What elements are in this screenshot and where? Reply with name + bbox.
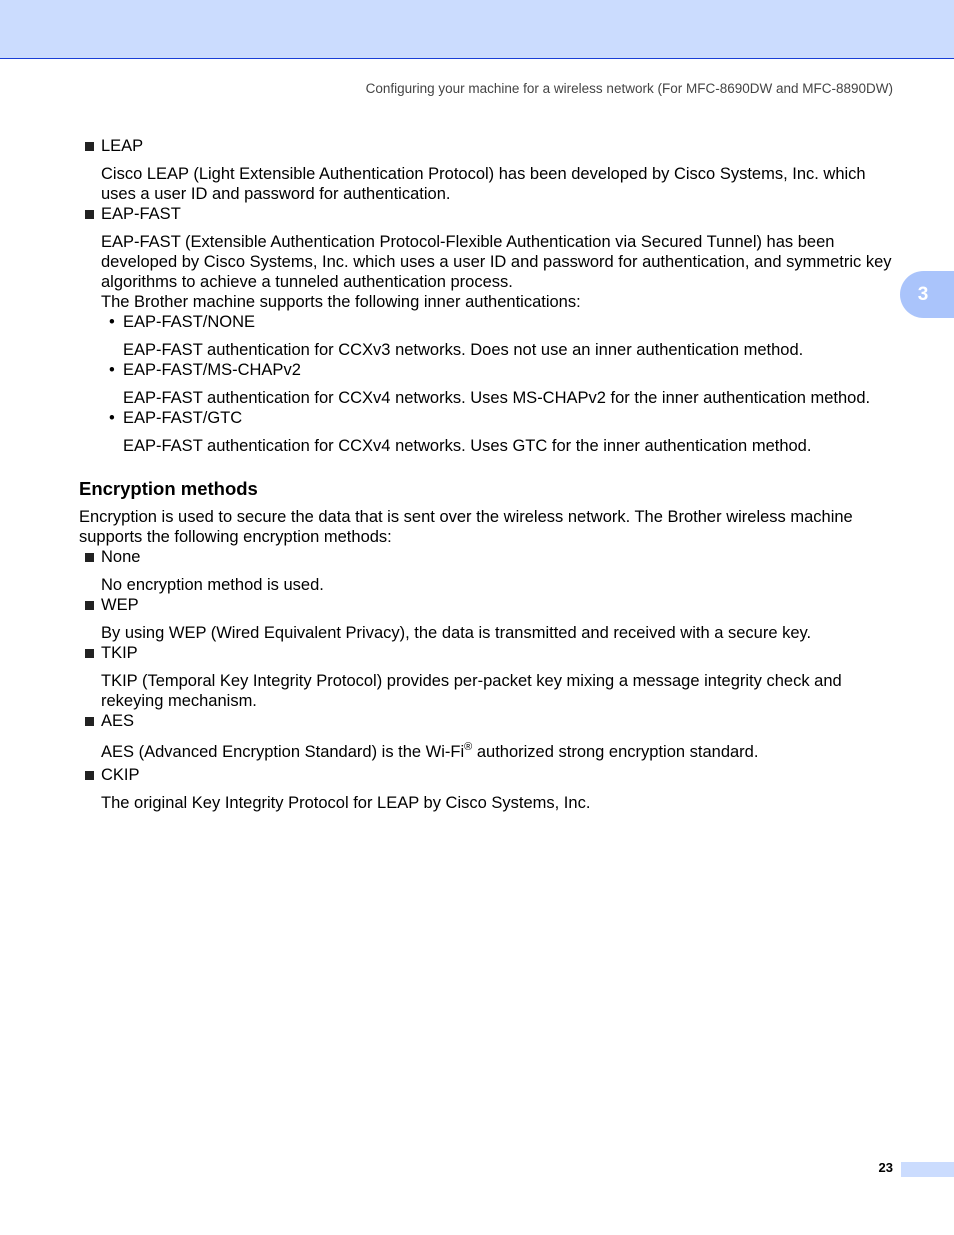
square-bullet-icon <box>85 771 94 780</box>
sub-item-description: EAP-FAST authentication for CCXv4 networks. Uses GTC for the inner authentication method. <box>123 437 812 455</box>
item-title: None <box>101 548 141 566</box>
page-content <box>79 136 899 813</box>
bullet-dot-icon: • <box>109 313 115 331</box>
list-item-aes <box>79 711 899 731</box>
bullet-dot-icon: • <box>109 361 115 379</box>
item-description <box>79 739 899 765</box>
item-description: No encryption method is used. <box>101 576 324 594</box>
page-number-bar <box>901 1162 954 1177</box>
sub-item-eap-fast-gtc <box>79 408 899 428</box>
item-description: TKIP (Temporal Key Integrity Protocol) provides per-packet key mixing a message integrity check and rekeying mechanism. <box>101 672 842 710</box>
sub-item-title: EAP-FAST/MS-CHAPv2 <box>123 361 301 379</box>
sub-item-eap-fast-ms-chapv2 <box>79 360 899 380</box>
list-item-wep <box>79 595 899 615</box>
page-number: 23 <box>878 1160 893 1175</box>
square-bullet-icon <box>85 210 94 219</box>
square-bullet-icon <box>85 553 94 562</box>
square-bullet-icon <box>85 649 94 658</box>
list-item-leap <box>79 136 899 156</box>
list-item-eap-fast <box>79 204 899 224</box>
leap-description: Cisco LEAP (Light Extensible Authentication Protocol) has been developed by Cisco Systems, Inc. which uses a user ID and password for authentication. <box>101 165 866 203</box>
item-description: By using WEP (Wired Equivalent Privacy), the data is transmitted and received with a secure key. <box>101 624 812 642</box>
item-title: TKIP <box>101 644 138 662</box>
square-bullet-icon <box>85 142 94 151</box>
header-band <box>0 0 954 59</box>
item-title: AES <box>101 712 135 730</box>
sub-item-description: EAP-FAST authentication for CCXv4 networks. Uses MS-CHAPv2 for the inner authentication method. <box>123 389 871 407</box>
square-bullet-icon <box>85 717 94 726</box>
item-title: LEAP <box>101 137 144 155</box>
sub-item-title: EAP-FAST/GTC <box>123 409 243 427</box>
item-title: CKIP <box>101 766 140 784</box>
sub-item-eap-fast-none <box>79 312 899 332</box>
item-description: The original Key Integrity Protocol for LEAP by Cisco Systems, Inc. <box>101 794 591 812</box>
list-item-none <box>79 547 899 567</box>
section-intro: Encryption is used to secure the data that is sent over the wireless network. The Brother wireless machine supports the following encryption methods: <box>79 508 853 546</box>
eap-fast-description: EAP-FAST (Extensible Authentication Protocol-Flexible Authentication via Secured Tunnel) has been developed by Cisco Systems, Inc. which uses a user ID and password for authentication, and symmetric key algorithms to achieve a tunneled authentication process. <box>101 233 892 291</box>
bullet-dot-icon: • <box>109 409 115 427</box>
chapter-tab: 3 <box>900 271 954 318</box>
sub-item-description: EAP-FAST authentication for CCXv3 networks. Does not use an inner authentication method. <box>123 341 804 359</box>
aes-text-end: authorized strong encryption standard. <box>472 743 759 761</box>
registered-mark: ® <box>464 741 473 753</box>
list-item-tkip <box>79 643 899 663</box>
sub-item-title: EAP-FAST/NONE <box>123 313 256 331</box>
running-header: Configuring your machine for a wireless network (For MFC-8690DW and MFC-8890DW) <box>365 81 893 96</box>
item-title: WEP <box>101 596 139 614</box>
square-bullet-icon <box>85 601 94 610</box>
section-heading: Encryption methods <box>79 478 258 499</box>
list-item-ckip <box>79 765 899 785</box>
aes-text-start: AES (Advanced Encryption Standard) is the Wi-Fi <box>101 743 465 761</box>
item-title: EAP-FAST <box>101 205 181 223</box>
inner-auth-intro: The Brother machine supports the following inner authentications: <box>101 293 581 311</box>
